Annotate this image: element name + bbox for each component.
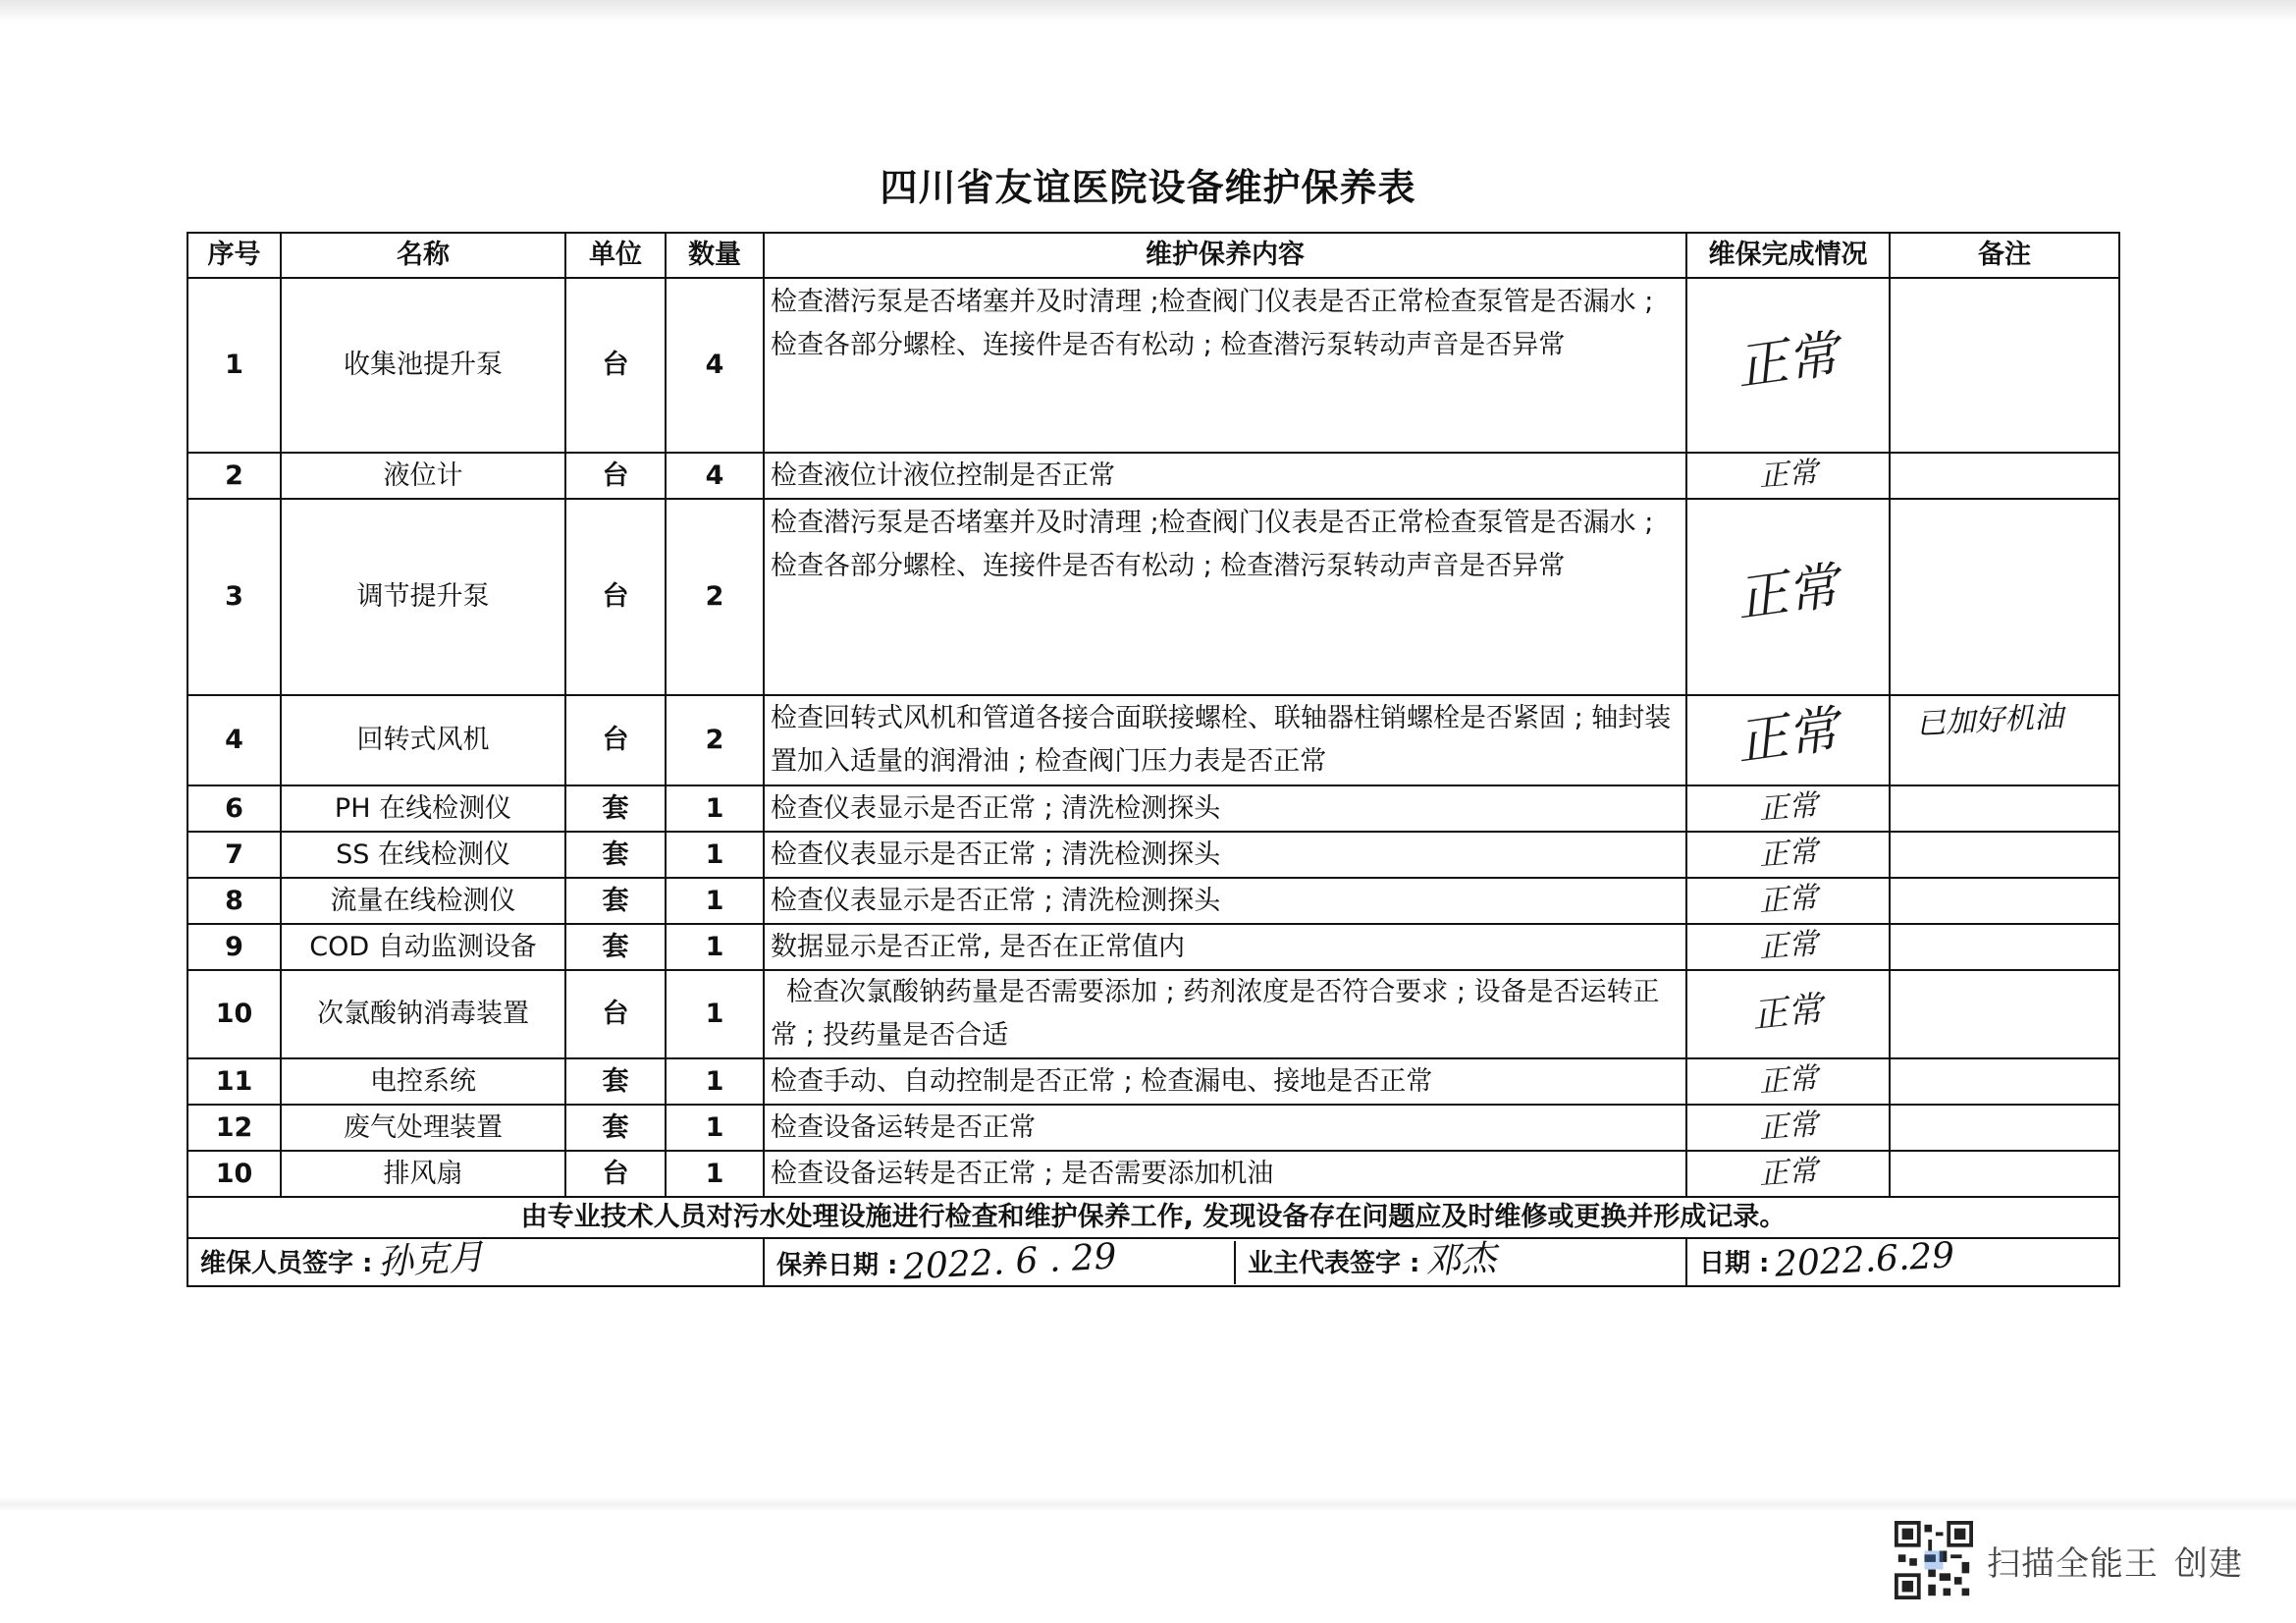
status-handwriting: 正常 bbox=[1757, 787, 1819, 828]
row-status bbox=[1686, 695, 1890, 785]
status-handwriting: 正常 bbox=[1757, 880, 1819, 920]
owner-signature-label: 业主代表签字 : bbox=[1248, 1249, 1420, 1278]
row-content: 检查仪表显示是否正常 ; 清洗检测探头 bbox=[764, 878, 1686, 924]
row-content: 检查回转式风机和管道各接合面联接螺栓、联轴器柱销螺栓是否紧固 ; 轴封装置加入适量的润滑油 ; 检查阀门压力表是否正常 bbox=[764, 695, 1686, 785]
header-content: 维护保养内容 bbox=[764, 233, 1686, 278]
row-qty: 4 bbox=[666, 278, 764, 453]
header-no: 序号 bbox=[187, 233, 281, 278]
row-status bbox=[1686, 970, 1890, 1058]
row-name: SS 在线检测仪 bbox=[281, 832, 565, 878]
row-unit: 套 bbox=[565, 1105, 666, 1151]
row-qty: 2 bbox=[666, 499, 764, 695]
scan-edge bbox=[0, 0, 2296, 22]
row-status bbox=[1686, 1058, 1890, 1105]
row-name: 流量在线检测仪 bbox=[281, 878, 565, 924]
status-handwriting: 正常 bbox=[1750, 988, 1826, 1037]
status-handwriting: 正常 bbox=[1757, 926, 1819, 966]
row-name: 电控系统 bbox=[281, 1058, 565, 1105]
row-qty: 1 bbox=[666, 924, 764, 970]
row-status bbox=[1686, 832, 1890, 878]
row-no: 9 bbox=[187, 924, 281, 970]
row-no: 3 bbox=[187, 499, 281, 695]
document-title: 四川省友谊医院设备维护保养表 bbox=[880, 166, 1416, 209]
row-no: 10 bbox=[187, 1151, 281, 1197]
status-handwriting: 正常 bbox=[1757, 1060, 1819, 1101]
header-status: 维保完成情况 bbox=[1686, 233, 1890, 278]
table-row bbox=[187, 832, 2119, 878]
row-content: 数据显示是否正常, 是否在正常值内 bbox=[764, 924, 1686, 970]
maintainer-signature-cell bbox=[187, 1238, 764, 1286]
row-content: 检查潜污泵是否堵塞并及时清理 ;检查阀门仪表是否正常检查泵管是否漏水 ; 检查各部分螺栓、连接件是否有松动 ; 检查潜污泵转动声音是否异常 bbox=[764, 278, 1686, 453]
footer-note-row bbox=[187, 1197, 2119, 1238]
row-status bbox=[1686, 924, 1890, 970]
table-header-row bbox=[187, 233, 2119, 278]
row-remark bbox=[1890, 785, 2119, 832]
row-remark bbox=[1890, 499, 2119, 695]
row-content: 检查手动、自动控制是否正常 ; 检查漏电、接地是否正常 bbox=[764, 1058, 1686, 1105]
maintenance-date-label: 保养日期 : bbox=[776, 1250, 898, 1280]
signature-row bbox=[187, 1238, 2119, 1286]
row-remark bbox=[1890, 278, 2119, 453]
owner-date-label: 日期 : bbox=[1699, 1249, 1770, 1278]
row-unit: 台 bbox=[565, 695, 666, 785]
row-qty: 1 bbox=[666, 785, 764, 832]
table-row bbox=[187, 1105, 2119, 1151]
row-qty: 1 bbox=[666, 1058, 764, 1105]
maintenance-table bbox=[187, 232, 2120, 1287]
row-content: 检查设备运转是否正常 ; 是否需要添加机油 bbox=[764, 1151, 1686, 1197]
row-name: COD 自动监测设备 bbox=[281, 924, 565, 970]
row-status bbox=[1686, 785, 1890, 832]
row-content: 检查仪表显示是否正常 ; 清洗检测探头 bbox=[764, 785, 1686, 832]
row-qty: 2 bbox=[666, 695, 764, 785]
status-handwriting: 正常 bbox=[1733, 699, 1843, 773]
row-qty: 4 bbox=[666, 453, 764, 499]
maintenance-date-cell bbox=[764, 1235, 1686, 1288]
table-row bbox=[187, 970, 2119, 1058]
row-content: 检查设备运转是否正常 bbox=[764, 1105, 1686, 1151]
row-status bbox=[1686, 278, 1890, 453]
row-name: 回转式风机 bbox=[281, 695, 565, 785]
row-unit: 套 bbox=[565, 832, 666, 878]
row-name: PH 在线检测仪 bbox=[281, 785, 565, 832]
maintainer-signature-label: 维保人员签字 : bbox=[200, 1249, 373, 1278]
row-unit: 台 bbox=[565, 453, 666, 499]
owner-date: 2022.6.29 bbox=[1774, 1235, 1956, 1285]
table-row bbox=[187, 878, 2119, 924]
maintenance-date: 2022. 6 . 29 bbox=[902, 1235, 1118, 1288]
owner-date-cell bbox=[1686, 1235, 2119, 1286]
row-no: 12 bbox=[187, 1105, 281, 1151]
table-row bbox=[187, 1058, 2119, 1105]
row-remark bbox=[1890, 970, 2119, 1058]
watermark-app: 扫描全能王 bbox=[1987, 1543, 2159, 1584]
row-content: 检查仪表显示是否正常 ; 清洗检测探头 bbox=[764, 832, 1686, 878]
row-unit: 台 bbox=[565, 970, 666, 1058]
row-qty: 1 bbox=[666, 1105, 764, 1151]
row-name: 排风扇 bbox=[281, 1151, 565, 1197]
table-row bbox=[187, 1151, 2119, 1197]
row-content: 检查潜污泵是否堵塞并及时清理 ;检查阀门仪表是否正常检查泵管是否漏水 ; 检查各部分螺栓、连接件是否有松动 ; 检查潜污泵转动声音是否异常 bbox=[764, 499, 1686, 695]
row-unit: 套 bbox=[565, 1058, 666, 1105]
footer-note: 由专业技术人员对污水处理设施进行检查和维护保养工作, 发现设备存在问题应及时维修或更换并形成记录。 bbox=[187, 1197, 2119, 1238]
row-unit: 套 bbox=[565, 785, 666, 832]
remark-handwriting: 已加好机油 bbox=[1915, 699, 2064, 742]
row-no: 7 bbox=[187, 832, 281, 878]
row-qty: 1 bbox=[666, 1151, 764, 1197]
status-handwriting: 正常 bbox=[1757, 455, 1819, 495]
row-no: 6 bbox=[187, 785, 281, 832]
status-handwriting: 正常 bbox=[1733, 324, 1843, 398]
header-name: 名称 bbox=[281, 233, 565, 278]
row-status bbox=[1686, 453, 1890, 499]
header-remark: 备注 bbox=[1890, 233, 2119, 278]
header-unit: 单位 bbox=[565, 233, 666, 278]
row-unit: 台 bbox=[565, 499, 666, 695]
row-qty: 1 bbox=[666, 970, 764, 1058]
table-row bbox=[187, 499, 2119, 695]
row-qty: 1 bbox=[666, 832, 764, 878]
row-remark bbox=[1890, 1105, 2119, 1151]
row-status bbox=[1686, 1151, 1890, 1197]
maintainer-signature: 孙克月 bbox=[377, 1237, 486, 1283]
row-no: 2 bbox=[187, 453, 281, 499]
table-row bbox=[187, 785, 2119, 832]
row-status bbox=[1686, 499, 1890, 695]
row-no: 4 bbox=[187, 695, 281, 785]
row-no: 11 bbox=[187, 1058, 281, 1105]
owner-signature: 邓杰 bbox=[1424, 1238, 1498, 1282]
row-unit: 台 bbox=[565, 278, 666, 453]
row-remark bbox=[1890, 878, 2119, 924]
watermark-text bbox=[1987, 1537, 2243, 1585]
row-qty: 1 bbox=[666, 878, 764, 924]
row-no: 10 bbox=[187, 970, 281, 1058]
row-unit: 套 bbox=[565, 878, 666, 924]
row-name: 次氯酸钠消毒装置 bbox=[281, 970, 565, 1058]
scan-edge-bottom bbox=[0, 1497, 2296, 1511]
table-row bbox=[187, 278, 2119, 453]
status-handwriting: 正常 bbox=[1733, 556, 1843, 629]
watermark-action: 创建 bbox=[2174, 1543, 2243, 1584]
row-remark bbox=[1890, 453, 2119, 499]
row-name: 液位计 bbox=[281, 453, 565, 499]
status-handwriting: 正常 bbox=[1757, 834, 1819, 874]
row-name: 收集池提升泵 bbox=[281, 278, 565, 453]
row-name: 调节提升泵 bbox=[281, 499, 565, 695]
row-status bbox=[1686, 878, 1890, 924]
scanner-watermark bbox=[1895, 1519, 2243, 1601]
row-remark bbox=[1890, 1151, 2119, 1197]
status-handwriting: 正常 bbox=[1757, 1153, 1819, 1193]
row-remark bbox=[1890, 1058, 2119, 1105]
table-row bbox=[187, 924, 2119, 970]
row-remark bbox=[1890, 695, 2119, 785]
table-row bbox=[187, 453, 2119, 499]
row-remark bbox=[1890, 924, 2119, 970]
row-no: 1 bbox=[187, 278, 281, 453]
status-handwriting: 正常 bbox=[1757, 1107, 1819, 1147]
row-unit: 套 bbox=[565, 924, 666, 970]
row-unit: 台 bbox=[565, 1151, 666, 1197]
row-content: 检查次氯酸钠药量是否需要添加 ; 药剂浓度是否符合要求 ; 设备是否运转正常 ; 投药量是否合适 bbox=[764, 970, 1686, 1058]
header-qty: 数量 bbox=[666, 233, 764, 278]
row-remark bbox=[1890, 832, 2119, 878]
qr-code-icon bbox=[1895, 1521, 1973, 1599]
row-content: 检查液位计液位控制是否正常 bbox=[764, 453, 1686, 499]
table-row bbox=[187, 695, 2119, 785]
row-no: 8 bbox=[187, 878, 281, 924]
row-status bbox=[1686, 1105, 1890, 1151]
row-name: 废气处理装置 bbox=[281, 1105, 565, 1151]
